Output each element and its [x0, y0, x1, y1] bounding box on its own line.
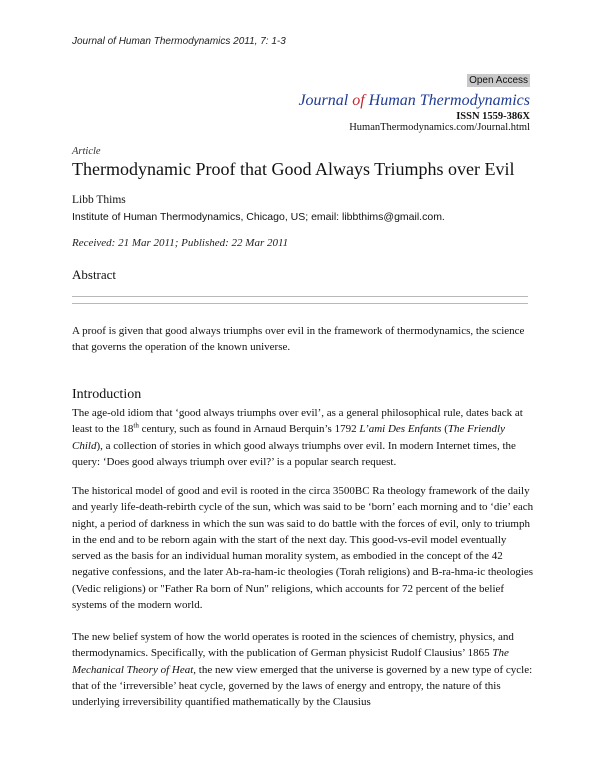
- journal-url[interactable]: HumanThermodynamics.com/Journal.html: [349, 122, 530, 133]
- journal-name-suffix: Human Thermodynamics: [364, 92, 530, 109]
- author-name: Libb Thims: [72, 194, 126, 206]
- p1-text-c: (: [441, 423, 448, 436]
- running-head: Journal of Human Thermodynamics 2011, 7: 1-3: [72, 36, 286, 47]
- abstract-heading: Abstract: [72, 267, 117, 282]
- intro-paragraph-3: [72, 629, 534, 710]
- open-access-badge: Open Access: [469, 75, 528, 86]
- journal-name-prefix: Journal: [298, 92, 353, 109]
- publication-dates: Received: 21 Mar 2011; Published: 22 Mar 2011: [72, 237, 289, 249]
- p1-text-a: The age-old idiom that ‘good always triumphs over evil’, as a general philosophical rule, dates back at least to the 18: [72, 407, 523, 436]
- abstract-rule-top: [72, 296, 528, 297]
- p1-text-b: century, such as found in Arnaud Berquin’s 1792: [138, 423, 360, 436]
- article-type-label: Article: [72, 146, 101, 157]
- paper-title: Thermodynamic Proof that Good Always Triumphs over Evil: [72, 159, 515, 179]
- abstract-text: A proof is given that good always triumphs over evil in the framework of thermodynamics, the science that governs the operation of the known universe.: [72, 325, 525, 353]
- p1-text-d: ), a collection of stories in which good always triumphs over evil. In modern Internet times, the query: ‘Does good always triumph over evil?’ is a popular search request.: [72, 439, 516, 468]
- author-affiliation: Institute of Human Thermodynamics, Chicago, US; email: libbthims@gmail.com.: [72, 211, 445, 223]
- p3-text-b: , the new view emerged that the universe is governed by a new type of cycle: that of the ‘irreversible’ heat cycle, governed by the laws of energy and entropy, the nature of this underlying irreversibility quantified mathematically by the Clausius: [72, 663, 533, 709]
- journal-name: [298, 92, 530, 110]
- intro-paragraph-1: [72, 405, 534, 470]
- p1-book-title-1: L’ami Des Enfants: [359, 423, 442, 436]
- p1-superscript: th: [133, 421, 139, 430]
- p3-text-a: The new belief system of how the world operates is rooted in the sciences of chemistry, physics, and thermodynamics. Specifically, with the publication of German physicist Rudolf Clausius’ 1865: [72, 631, 514, 660]
- issn: ISSN 1559-386X: [456, 111, 530, 122]
- journal-masthead: [298, 70, 530, 133]
- p3-book-title: The Mechanical Theory of Heat: [72, 647, 509, 676]
- journal-name-of: of: [352, 92, 365, 109]
- p1-book-title-2: The Friendly Child: [72, 423, 505, 452]
- intro-paragraph-2: The historical model of good and evil is rooted in the circa 3500BC Ra theology framework of the daily and yearly life-death-rebirth cycle of the sun, which was said to be ‘born’ each morning and to ‘die’ each night, a period of darkness in which the sun was said to do battle with the forces of evil, only to triumph in the end and to be reborn again with the start of the next day. This good-vs-evil model eventually served as the basis for an individual human morality system, as embodied in the concept of the 42 negative confessions, and the later Ab-ra-ham-ic theologies (Torah religions) and B-ra-hma-ic theologies (Vedic religions) or "Father Ra born of Nun" religions, which accounts for 72 percent of the belief systems of the modern world.: [72, 485, 534, 612]
- introduction-heading: Introduction: [72, 387, 142, 402]
- abstract-rule-bottom: [72, 303, 528, 304]
